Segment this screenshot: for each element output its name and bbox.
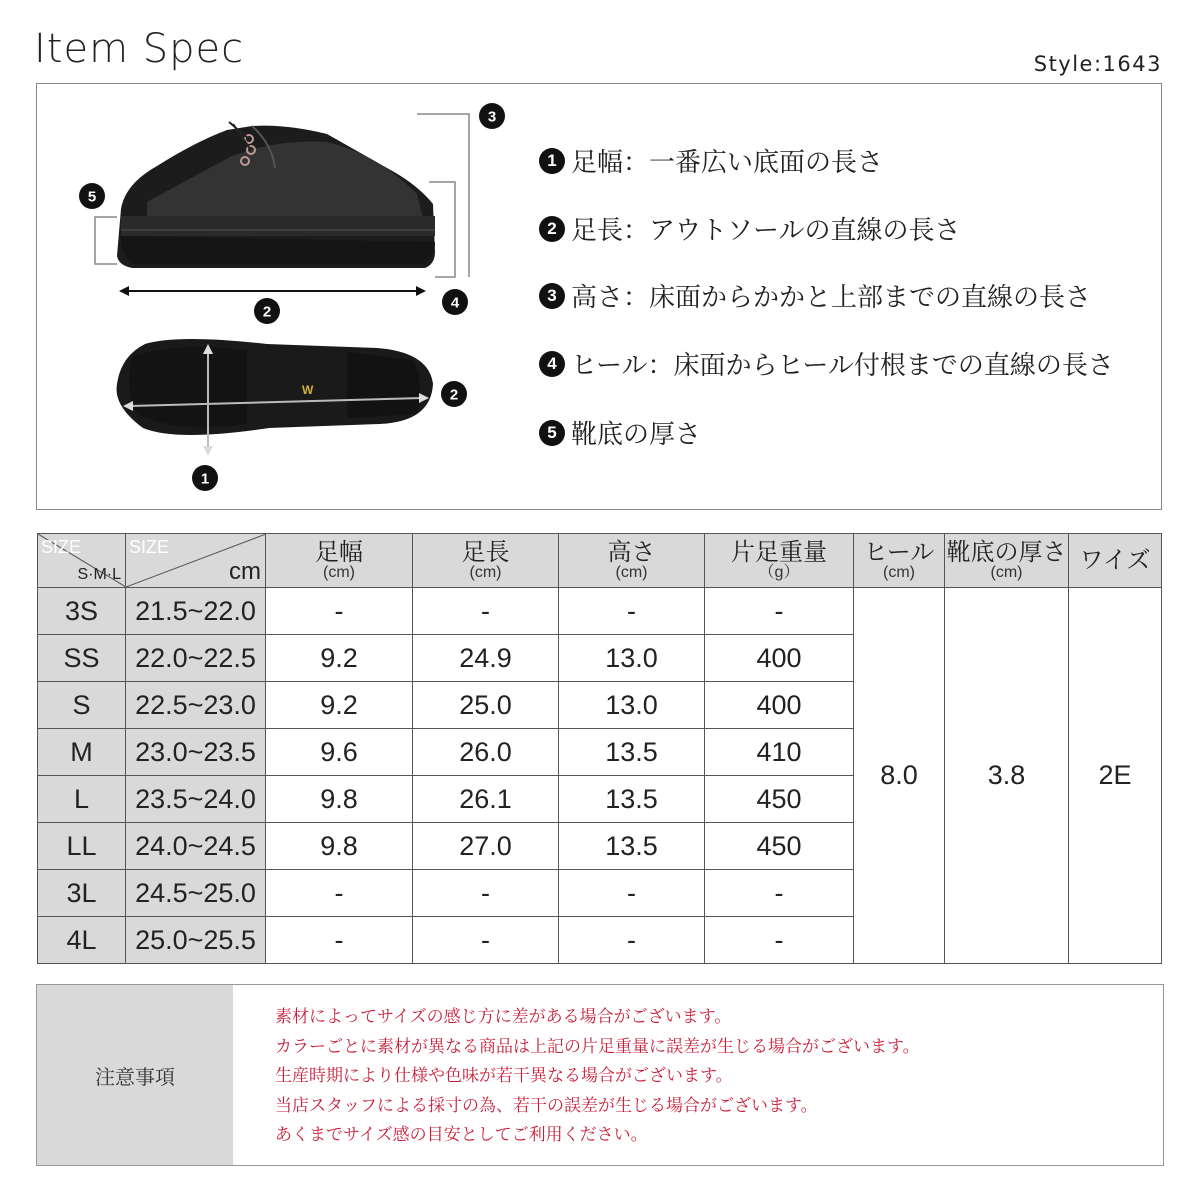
height-cell: - <box>559 917 705 964</box>
width-cell: 9.2 <box>266 682 413 729</box>
header-length: 足長 (cm) <box>413 534 559 588</box>
legend-text: 足幅：一番広い底面の長さ <box>571 148 884 178</box>
length-cell: 26.1 <box>413 776 559 823</box>
height-cell: - <box>559 870 705 917</box>
number-1-icon: 1 <box>539 148 565 174</box>
number-5-icon: 5 <box>539 420 565 446</box>
width-cell: - <box>266 870 413 917</box>
cm-range-cell: 21.5~22.0 <box>126 588 266 635</box>
sole-thickness-cell: 3.8 <box>945 588 1069 964</box>
weight-cell: - <box>705 870 854 917</box>
notes-list <box>275 1003 920 1151</box>
width-cell: 9.6 <box>266 729 413 776</box>
length-cell: 25.0 <box>413 682 559 729</box>
length-cell: - <box>413 917 559 964</box>
cm-range-cell: 24.0~24.5 <box>126 823 266 870</box>
height-cell: 13.0 <box>559 682 705 729</box>
notes-panel <box>36 984 1164 1166</box>
size-cell: L <box>38 776 126 823</box>
length-cell: 24.9 <box>413 635 559 682</box>
shoe-sole-view <box>117 339 433 435</box>
svg-text:1: 1 <box>200 470 210 488</box>
cm-range-cell: 25.0~25.5 <box>126 917 266 964</box>
length-cell: 26.0 <box>413 729 559 776</box>
cm-range-cell: 23.0~23.5 <box>126 729 266 776</box>
size-cell: 3S <box>38 588 126 635</box>
legend-text: 靴底の厚さ <box>571 420 702 450</box>
header-weight: 片足重量 （g） <box>705 534 854 588</box>
legend-item-1 <box>539 142 883 179</box>
weight-cell: 450 <box>705 776 854 823</box>
cm-range-cell: 22.0~22.5 <box>126 635 266 682</box>
weight-cell: - <box>705 588 854 635</box>
header-sole-thickness: 靴底の厚さ (cm) <box>945 534 1069 588</box>
legend-item-5 <box>539 414 701 451</box>
page-title: Item Spec <box>34 26 245 72</box>
sole-dimension-line <box>95 217 117 264</box>
cm-range-cell: 22.5~23.0 <box>126 682 266 729</box>
header-heel: ヒール (cm) <box>854 534 945 588</box>
legend-text: ヒール：床面からヒール付根までの直線の長さ <box>571 351 1114 381</box>
cm-range-cell: 24.5~25.0 <box>126 870 266 917</box>
table-header-row <box>38 534 1162 588</box>
size-cm-corner-header: SIZE cm <box>126 534 266 588</box>
header-width: 足幅 (cm) <box>266 534 413 588</box>
table-row <box>38 588 1162 635</box>
length-cell: - <box>413 588 559 635</box>
size-cell: 4L <box>38 917 126 964</box>
weight-cell: - <box>705 917 854 964</box>
style-code: Style:1643 <box>1033 52 1162 76</box>
svg-text:4: 4 <box>450 294 460 312</box>
number-2-icon: 2 <box>539 216 565 242</box>
heel-cell: 8.0 <box>854 588 945 964</box>
length-cell: 27.0 <box>413 823 559 870</box>
header-wise: ワイズ <box>1069 534 1162 588</box>
svg-text:2: 2 <box>449 386 459 404</box>
spec-diagram-panel <box>36 83 1162 510</box>
weight-cell: 400 <box>705 635 854 682</box>
cm-range-cell: 23.5~24.0 <box>126 776 266 823</box>
legend-item-4 <box>539 345 1114 382</box>
note-line: カラーごとに素材が異なる商品は上記の片足重量に誤差が生じる場合がございます。 <box>275 1036 920 1057</box>
width-cell: - <box>266 917 413 964</box>
size-cell: LL <box>38 823 126 870</box>
height-cell: - <box>559 588 705 635</box>
wise-cell: 2E <box>1069 588 1162 964</box>
height-cell: 13.5 <box>559 823 705 870</box>
note-line: 当店スタッフによる採寸の為、若干の誤差が生じる場合がございます。 <box>275 1095 818 1116</box>
legend-text: 足長：アウトソールの直線の長さ <box>571 216 961 246</box>
width-cell: - <box>266 588 413 635</box>
length-cell: - <box>413 870 559 917</box>
svg-text:2: 2 <box>262 303 272 321</box>
svg-text:3: 3 <box>487 108 497 126</box>
legend-item-2 <box>539 210 960 247</box>
weight-cell: 410 <box>705 729 854 776</box>
height-cell: 13.5 <box>559 729 705 776</box>
svg-text:5: 5 <box>87 188 97 206</box>
size-cell: SS <box>38 635 126 682</box>
note-line: あくまでサイズ感の目安としてご利用ください。 <box>275 1125 648 1145</box>
height-cell: 13.0 <box>559 635 705 682</box>
size-table <box>37 533 1162 964</box>
size-cell: 3L <box>38 870 126 917</box>
width-cell: 9.2 <box>266 635 413 682</box>
size-cell: S <box>38 682 126 729</box>
header-height: 高さ (cm) <box>559 534 705 588</box>
note-line: 素材によってサイズの感じ方に差がある場合がございます。 <box>275 1007 732 1027</box>
number-4-icon: 4 <box>539 351 565 377</box>
notes-label: 注意事項 <box>37 985 233 1165</box>
shoe-measurement-illustration <box>37 84 537 509</box>
shoe-side-view <box>117 122 435 268</box>
width-cell: 9.8 <box>266 776 413 823</box>
height-cell: 13.5 <box>559 776 705 823</box>
note-line: 生産時期により仕様や色味が若干異なる場合がございます。 <box>275 1066 733 1086</box>
width-cell: 9.8 <box>266 823 413 870</box>
size-cell: M <box>38 729 126 776</box>
weight-cell: 400 <box>705 682 854 729</box>
weight-cell: 450 <box>705 823 854 870</box>
legend-item-3 <box>539 277 1091 314</box>
legend-text: 高さ：床面からかかと上部までの直線の長さ <box>571 283 1092 313</box>
size-sml-corner-header: SIZE S·M·L <box>38 534 126 588</box>
sole-brand-mark: W <box>302 383 314 397</box>
number-3-icon: 3 <box>539 283 565 309</box>
